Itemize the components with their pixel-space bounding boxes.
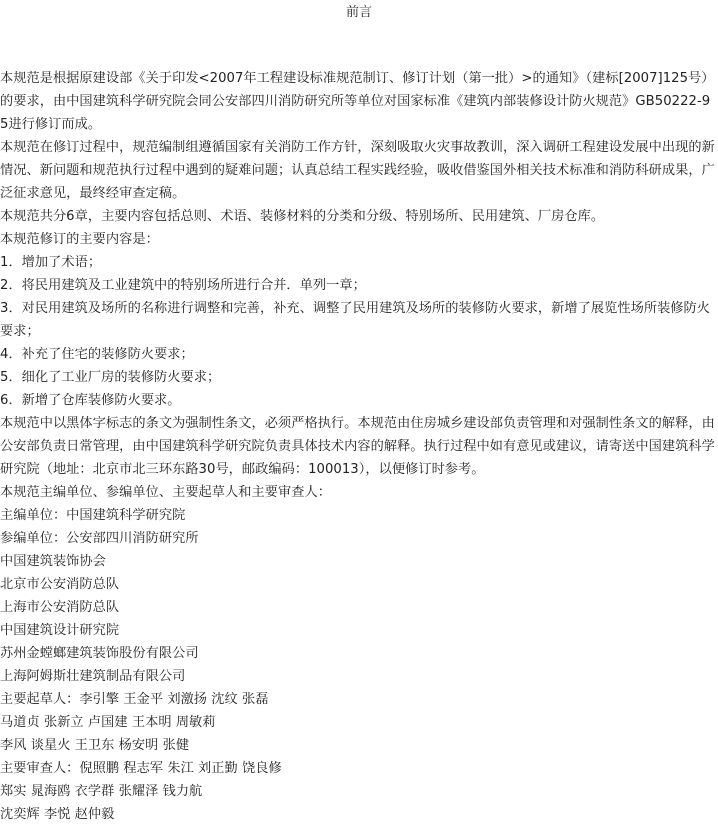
paragraph-process: 本规范在修订过程中，规范编制组遵循国家有关消防工作方针，深刻吸取火灾事故教训，深入调研工程建设发展中出现的新情况、新问题和规范执行过程中遇到的疑难问题；认真总结工程实践经验，吸收借鉴国外相关技术标准和消防科研成果，广泛征求意见，最终经审查定稿。 [0,140,715,201]
list-item: 4．补充了住宅的装修防火要求； [0,347,194,362]
participating-unit: 苏州金螳螂建筑装饰股份有限公司 [0,646,199,661]
list-item: 5．细化了工业厂房的装修防火要求； [0,370,221,385]
chief-unit: 主编单位：中国建筑科学研究院 [0,508,186,523]
reviewers-line: 沈奕辉 李悦 赵仲毅 [0,807,115,822]
paragraph-units-intro: 本规范主编单位、参编单位、主要起草人和主要审查人： [0,485,331,500]
paragraph-revision-intro: 本规范修订的主要内容是： [0,232,159,247]
drafters-line: 主要起草人：李引擎 王金平 刘激扬 沈纹 张磊 [0,692,269,707]
participating-unit: 北京市公安消防总队 [0,577,120,592]
reviewers-line: 郑实 晁海鸥 衣学群 张耀泽 钱力航 [0,784,203,799]
participating-unit: 上海阿姆斯壮建筑制品有限公司 [0,669,186,684]
participating-unit: 参编单位：公安部四川消防研究所 [0,531,199,546]
drafters-line: 李风 谈星火 王卫东 杨安明 张健 [0,738,190,753]
reviewers-line: 主要审查人：倪照鹏 程志军 朱江 刘正勤 饶良修 [0,761,282,776]
participating-unit: 上海市公安消防总队 [0,600,120,615]
participating-unit: 中国建筑装饰协会 [0,554,106,569]
page-title: 前言 [345,5,372,20]
list-item: 3．对民用建筑及场所的名称进行调整和完善，补充、调整了民用建筑及场所的装修防火要求，新增了展览性场所装修防火要求； [0,301,711,339]
participating-unit: 中国建筑设计研究院 [0,623,120,638]
document-body [0,67,716,826]
list-item: 6．新增了仓库装修防火要求。 [0,393,181,408]
paragraph-basis: 本规范是根据原建设部《关于印发<2007年工程建设标准规范制订、修订计划（第一批）>的通知》（建标[2007]125号）的要求，由中国建筑科学研究院会同公安部四川消防研究所等单位对国家标准《建筑内部装修设计防火规范》GB50222-95进行修订而成。 [0,71,715,132]
paragraph-chapters: 本规范共分6章，主要内容包括总则、术语、装修材料的分类和分级、特别场所、民用建筑、厂房仓库。 [0,209,605,224]
drafters-line: 马道贞 张新立 卢国建 王本明 周敏莉 [0,715,216,730]
list-item: 2．将民用建筑及工业建筑中的特别场所进行合并．单列一章； [0,278,366,293]
paragraph-mandatory: 本规范中以黑体字标志的条文为强制性条文，必须严格执行。本规范由住房城乡建设部负责管理和对强制性条文的解释，由公安部负责日常管理，由中国建筑科学研究院负责具体技术内容的解释。执行过程中如有意见或建议，请寄送中国建筑科学研究院（地址：北京市北三环东路30号，邮政编码：100013），以便修订时参考。 [0,416,715,477]
list-item: 1．增加了术语； [0,255,102,270]
